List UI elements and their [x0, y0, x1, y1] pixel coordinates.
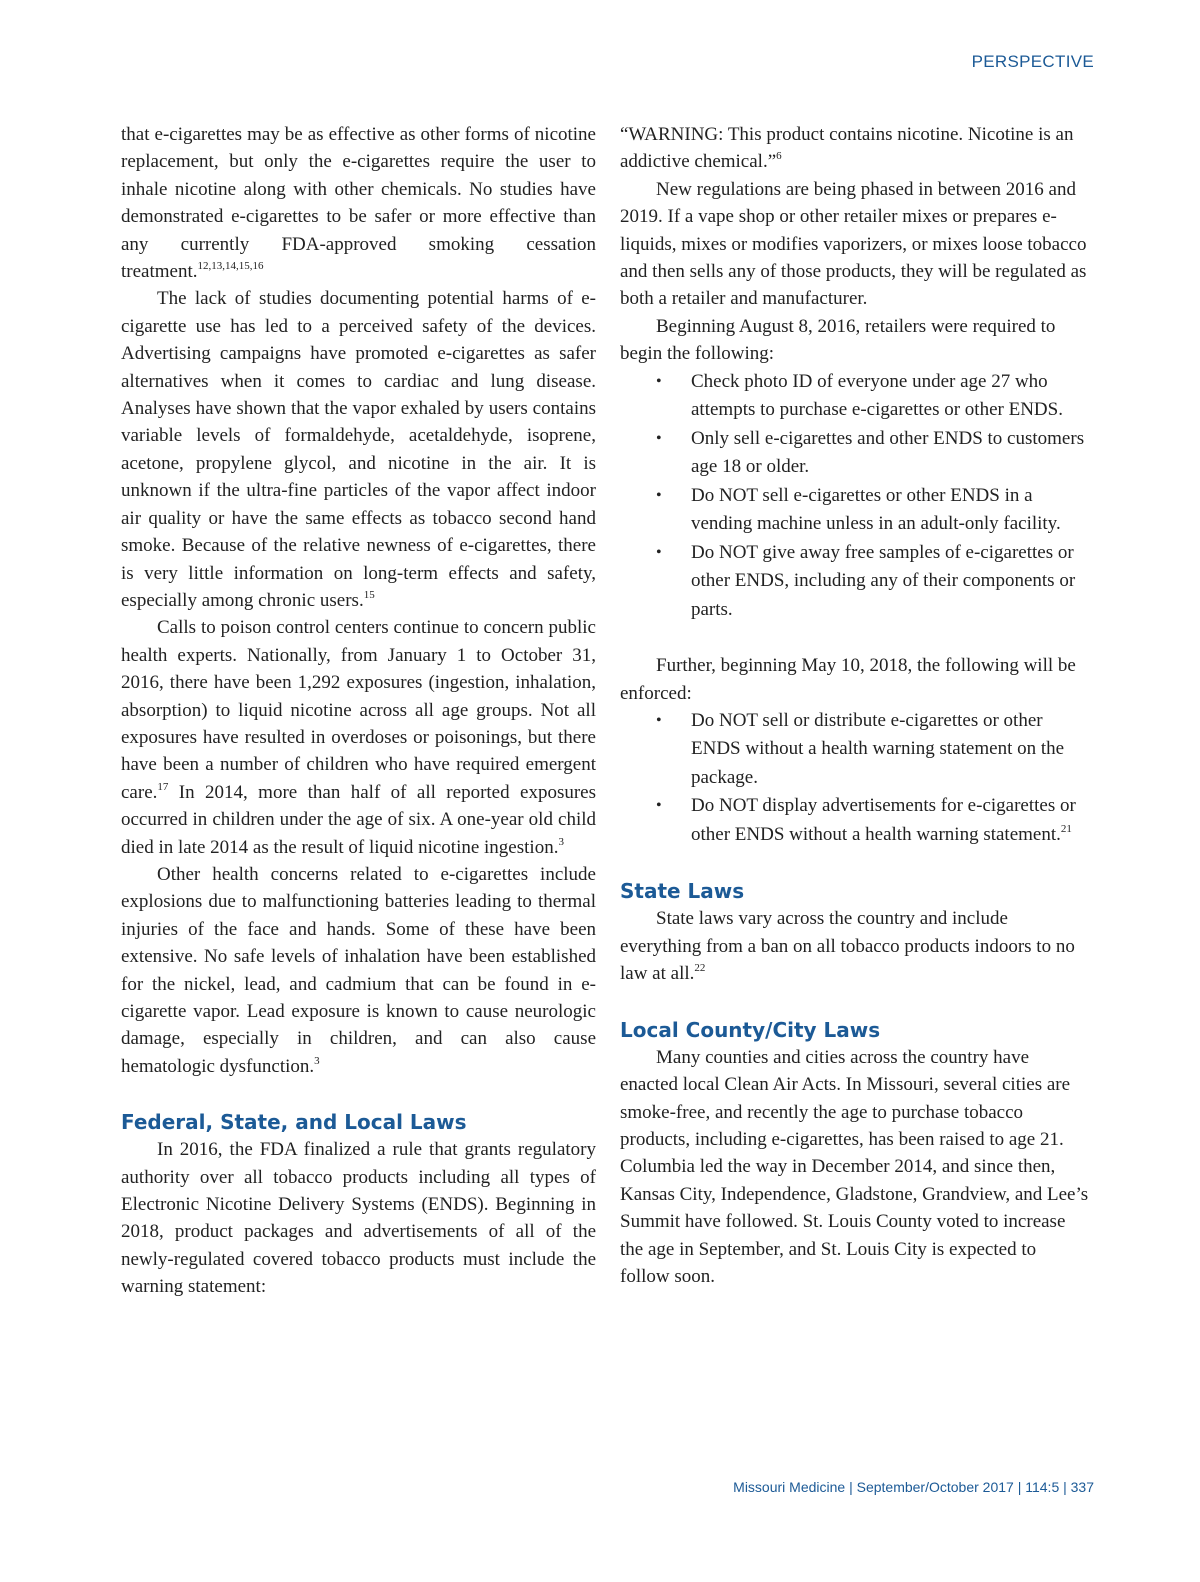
bullet-icon: • [656, 543, 662, 561]
paragraph: Calls to poison control centers continue to concern public health experts. Nationally, from January 1 to October 31, 2016, there have been 1,292 exposures (ingestion, inhalation, absorption) to liquid nicotine across all age groups. Not all exposures have resulted in overdoses or poisonings, but there have been a number of children who have required emergent care.$^{17}$ In 2014, more than half of all reported exposures occurred in children under the age of six. A one-year old child died in late 2014 as the result of liquid nicotine ingestion.$^3$ [121, 617, 596, 858]
list-item: • Do NOT sell or distribute e-cigarettes or other ENDS without a health warning statement on the package. [620, 707, 1090, 793]
spacer [620, 624, 1090, 652]
bullet-icon: • [656, 711, 662, 729]
paragraph: The lack of studies documenting potential harms of e-cigarette use has led to a perceived safety of the devices. Advertising campaigns have promoted e-cigarettes as safer alternatives when it comes to cardiac and lung disease. Analyses have shown that the vapor exhaled by users contains variable levels of formaldehyde, acetaldehyde, isoprene, acetone, propylene glycol, and nicotine in the air. It is unknown if the ultra-fine particles of the vapor affect indoor air quality or have the same effects as tobacco second hand smoke. Because of the relative newness of e-cigarettes, there is very little information on long-term effects and safety, especially among chronic users.$^{15}$ [121, 288, 596, 611]
paragraph: State laws vary across the country and include everything from a ban on all tobacco products indoors to no law at all.$^{22}$ [620, 908, 1075, 985]
list-item: • Do NOT give away free samples of e-cigarettes or other ENDS, including any of their components or parts. [620, 539, 1090, 625]
bullet-icon: • [656, 797, 662, 815]
citation-ref: 12,13,14,15,16 [197, 260, 264, 273]
citation-ref: 6 [776, 150, 782, 163]
citation-ref: 17 [157, 780, 169, 793]
enforcement-list [620, 707, 1090, 850]
paragraph: Many counties and cities across the country have enacted local Clean Air Acts. In Missouri, several cities are smoke-free, and recently the age to purchase tobacco products, including e-cigarettes, has been raised to age 21. Columbia led the way in December 2014, and since then, Kansas City, Independence, Gladstone, Grandview, and Lee’s Summit have followed. St. Louis County voted to increase the age in September, and St. Louis City is expected to follow soon. [620, 1046, 1089, 1287]
paragraph: Beginning August 8, 2016, retailers were required to begin the following: [620, 315, 1056, 365]
section-label: PERSPECTIVE [971, 52, 1094, 71]
section-heading: Local County/City Laws [620, 1017, 881, 1042]
citation-ref: 3 [314, 1054, 320, 1067]
bullet-icon: • [656, 486, 662, 504]
citation-ref: 22 [694, 962, 706, 975]
warning-statement: “WARNING: This product contains nicotine. Nicotine is an addictive chemical.”$^6$ [620, 124, 1074, 173]
paragraph: New regulations are being phased in between 2016 and 2019. If a vape shop or other retailer mixes or prepares e-liquids, mixes or modifies vaporizers, or mixes loose tobacco and then sells any of those products, they will be regulated as both a retailer and manufacturer. [620, 178, 1087, 310]
list-item: • Do NOT display advertisements for e-cigarettes or other ENDS without a health warning statement.$^{21}$ [620, 792, 1090, 849]
citation-ref: 15 [363, 588, 375, 601]
bullet-icon: • [656, 372, 662, 390]
section-heading: Federal, State, and Local Laws [121, 1110, 467, 1135]
list-item: • Do NOT sell e-cigarettes or other ENDS in a vending machine unless in an adult-only facility. [620, 482, 1090, 539]
list-item: • Check photo ID of everyone under age 27 who attempts to purchase e-cigarettes or other ENDS. [620, 368, 1090, 425]
list-item: • Only sell e-cigarettes and other ENDS to customers age 18 or older. [620, 425, 1090, 482]
right-column [620, 121, 1090, 1290]
citation-ref: 3 [558, 835, 564, 848]
footer-citation: Missouri Medicine | September/October 2017 | 114:5 | 337 [733, 1479, 1094, 1495]
paragraph: Further, beginning May 10, 2018, the following will be enforced: [620, 655, 1076, 704]
citation-ref: 21 [1060, 822, 1072, 835]
paragraph: Other health concerns related to e-cigarettes include explosions due to malfunctioning batteries leading to thermal injuries of the face and hands. Some of these have been extensive. No safe levels of inhalation have been established for the nickel, lead, and cadmium that can be found in e-cigarette vapor. Lead exposure is known to cause neurologic damage, especially in children, and can also cause hematologic dysfunction.$^3$ [121, 863, 596, 1077]
left-column [121, 121, 596, 1301]
bullet-icon: • [656, 429, 662, 447]
paragraph: In 2016, the FDA finalized a rule that grants regulatory authority over all tobacco products including all types of Electronic Nicotine Delivery Systems (ENDS). Beginning in 2018, product packages and advertisements of all of the newly-regulated covered tobacco products must include the warning statement: [121, 1139, 596, 1298]
section-heading: State Laws [620, 879, 745, 904]
requirements-list [620, 368, 1090, 625]
paragraph: that e-cigarettes may be as effective as other forms of nicotine replacement, but only the e-cigarettes require the user to inhale nicotine along with other chemicals. No studies have demonstrated e-cigarettes to be safer or more effective than any currently FDA-approved smoking cessation treatment.$^{12,13,14,15,16}$ [121, 124, 596, 283]
